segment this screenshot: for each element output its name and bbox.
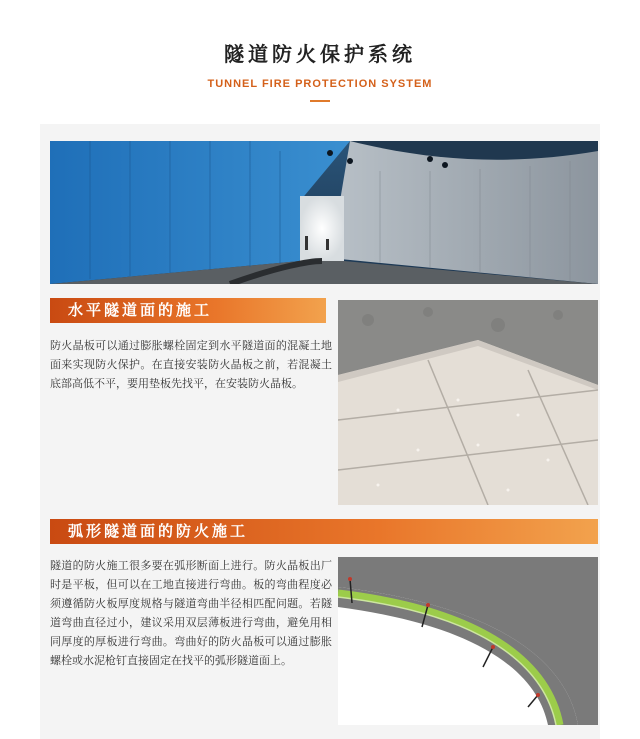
section-heading-arc: 弧形隧道面的防火施工 <box>50 519 598 544</box>
tunnel-photo <box>50 141 598 284</box>
section-body-horizontal: 防火晶板可以通过膨胀螺栓固定到水平隧道面的混凝土地面来实现防火保护。在直接安装防火晶板之前，若混凝土底部高低不平，要用垫板先找平，在安装防火晶板。 <box>50 339 332 390</box>
page-subtitle: TUNNEL FIRE PROTECTION SYSTEM <box>207 78 433 90</box>
section-body-arc: 隧道的防火施工很多要在弧形断面上进行。防火晶板出厂时是平板，但可以在工地直接进行弯曲。板的弯曲程度必须遵循防火板厚度规格与隧道弯曲半径相匹配问题。若隧道弯曲直径过小，建议采用双层薄板进行弯曲，避免用相同厚度的厚板进行弯曲。弯曲好的防火晶板可以通过膨胀螺栓或水泥枪钉直接固定在找平的弧形隧道面上。 <box>50 559 332 667</box>
fireboard-photo <box>338 300 598 505</box>
arc-tunnel-diagram <box>338 557 598 725</box>
page-title: 隧道防火保护系统 <box>224 42 416 66</box>
title-underline <box>310 100 330 102</box>
section-heading-horizontal: 水平隧道面的施工 <box>50 298 326 323</box>
